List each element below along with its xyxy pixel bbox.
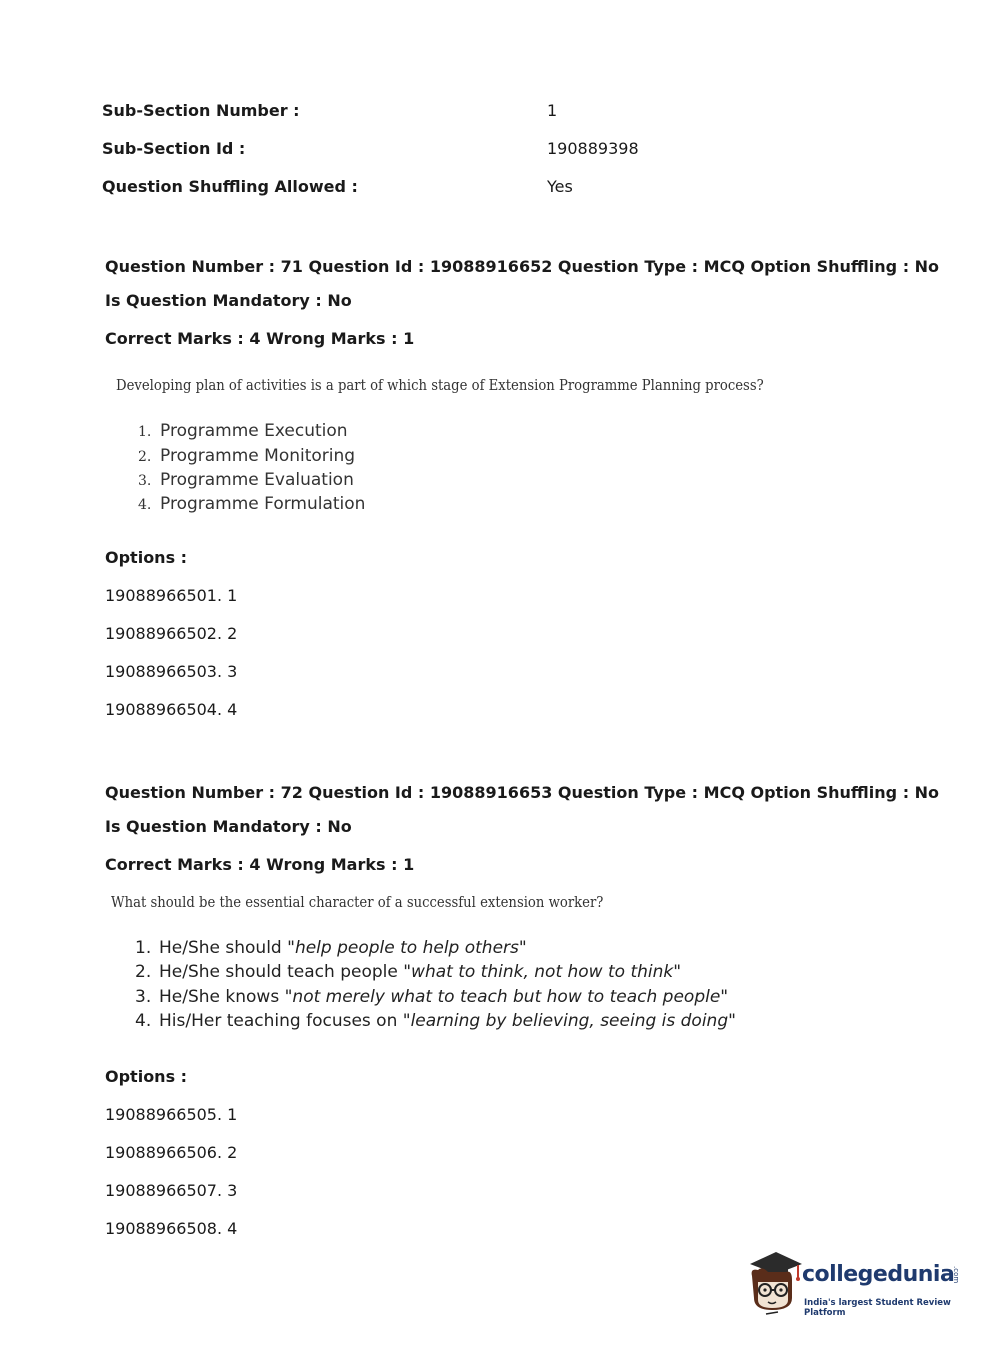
question-choice: 1. He/She should "help people to help others": [135, 938, 527, 958]
option-line: 19088966506. 2: [105, 1143, 238, 1162]
logo-tagline: India's largest Student Review Platform: [804, 1298, 951, 1318]
shuffling-label: Question Shuffling Allowed :: [102, 177, 358, 196]
options-label: Options :: [105, 548, 188, 567]
question-mandatory: Is Question Mandatory : No: [105, 817, 352, 836]
question-choice: 4. Programme Formulation: [138, 494, 366, 514]
option-line: 19088966501. 1: [105, 586, 238, 605]
question-meta: Question Number : 72 Question Id : 19088916653 Question Type : MCQ Option Shuffling : No: [105, 783, 940, 802]
question-marks: Correct Marks : 4 Wrong Marks : 1: [105, 855, 415, 874]
question-meta: Question Number : 71 Question Id : 19088916652 Question Type : MCQ Option Shuffling : No: [105, 257, 940, 276]
question-choice: 1. Programme Execution: [138, 421, 348, 441]
question-marks: Correct Marks : 4 Wrong Marks : 1: [105, 329, 415, 348]
logo-suffix: .com: [952, 1266, 960, 1284]
question-choice: 3. Programme Evaluation: [138, 470, 354, 490]
option-line: 19088966502. 2: [105, 624, 238, 643]
shuffling-value: Yes: [547, 177, 573, 196]
question-choice: 2. Programme Monitoring: [138, 446, 356, 466]
logo-wordmark: collegedunia: [802, 1262, 955, 1287]
subsection-id-value: 190889398: [547, 139, 639, 158]
mascot-icon: [742, 1248, 804, 1318]
question-choice: 2. He/She should teach people "what to think, not how to think": [135, 962, 682, 982]
subsection-number-value: 1: [547, 101, 558, 120]
option-line: 19088966503. 3: [105, 662, 238, 681]
question-text: What should be the essential character of a successful extension worker?: [111, 893, 604, 911]
subsection-id-label: Sub-Section Id :: [102, 139, 246, 158]
options-label: Options :: [105, 1067, 188, 1086]
question-choice: 4. His/Her teaching focuses on "learning by believing, seeing is doing": [135, 1011, 736, 1031]
option-line: 19088966505. 1: [105, 1105, 238, 1124]
option-line: 19088966504. 4: [105, 700, 238, 719]
question-choice: 3. He/She knows "not merely what to teach but how to teach people": [135, 987, 729, 1007]
question-text: Developing plan of activities is a part of which stage of Extension Programme Planning process?: [116, 376, 764, 394]
option-line: 19088966507. 3: [105, 1181, 238, 1200]
question-mandatory: Is Question Mandatory : No: [105, 291, 352, 310]
collegedunia-logo: [742, 1248, 972, 1320]
option-line: 19088966508. 4: [105, 1219, 238, 1238]
subsection-number-label: Sub-Section Number :: [102, 101, 300, 120]
